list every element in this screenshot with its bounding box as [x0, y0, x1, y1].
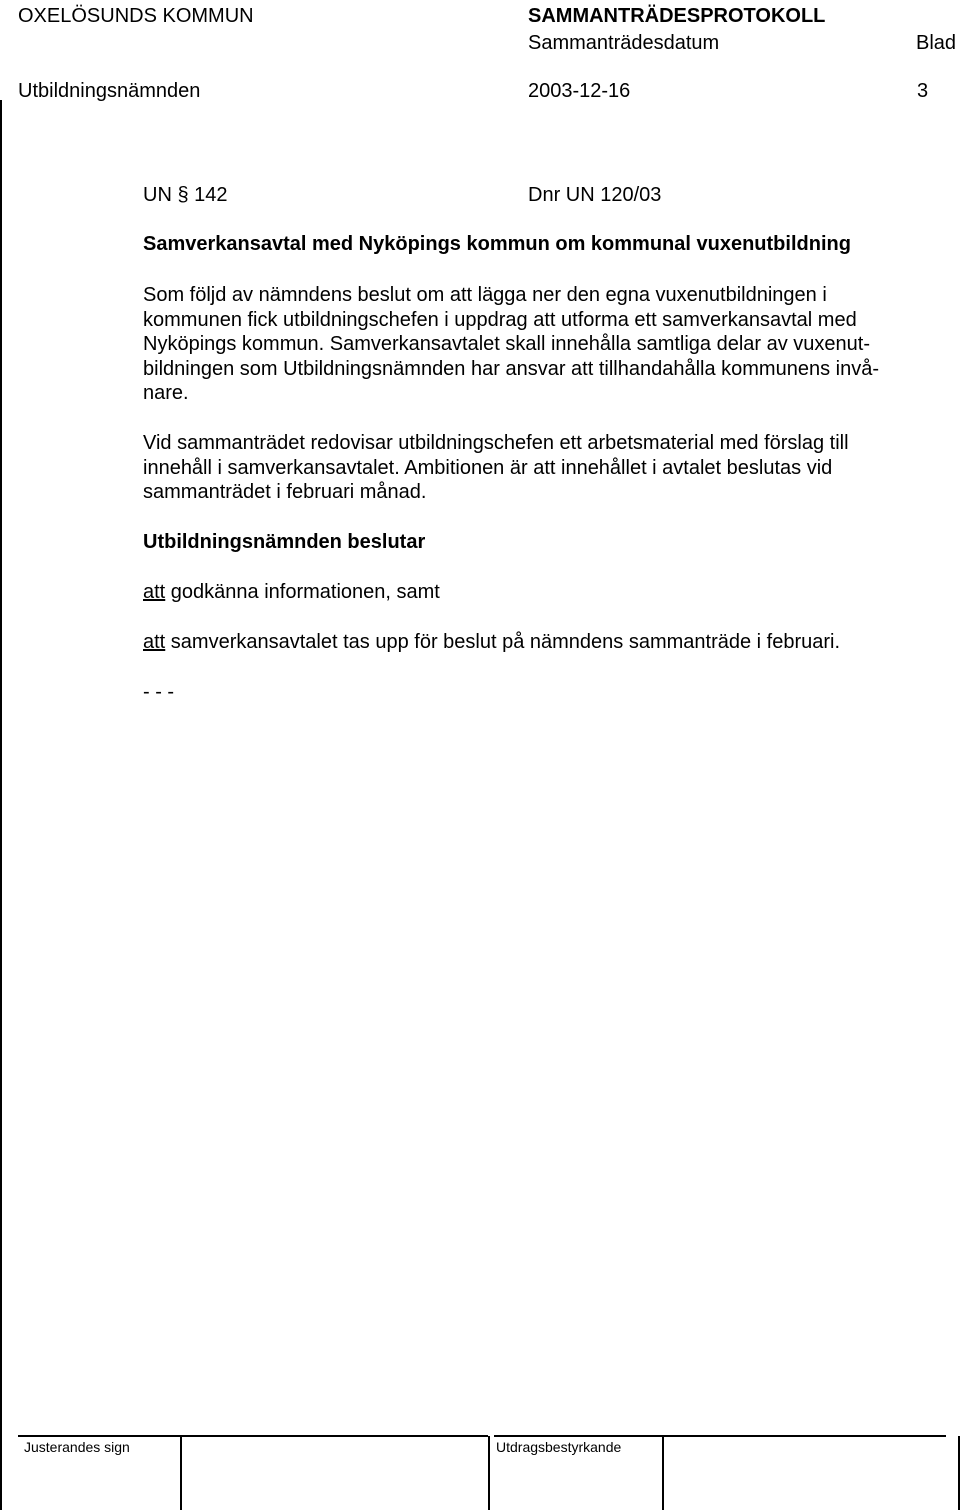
paragraph-line: Vid sammanträdet redovisar utbildningschefen ett arbetsmaterial med förslag till [143, 432, 849, 454]
decision-prefix: att [143, 581, 166, 603]
meeting-date-label: Sammanträdesdatum [528, 32, 720, 54]
signature-box-divider [662, 1436, 664, 1510]
decision-text: samverkansavtalet tas upp för beslut på nämndens sammanträde i februari. [165, 631, 841, 653]
extract-certification-label: Utdragsbestyrkande [496, 1439, 622, 1455]
municipality-name: OXELÖSUNDS KOMMUN [18, 5, 254, 27]
paragraph-meeting [143, 431, 938, 505]
sheet-label: Blad [916, 32, 957, 54]
left-margin-rule [0, 100, 2, 1510]
diary-number: Dnr UN 120/03 [528, 184, 662, 206]
decision-text: godkänna informationen, samt [165, 581, 440, 603]
paragraph-line: Som följd av nämndens beslut om att lägga ner den egna vuxenutbildningen i [143, 284, 827, 306]
paragraph-background [143, 283, 938, 406]
paragraph-line: innehåll i samverkansavtalet. Ambitionen är att innehållet i avtalet beslutas vid [143, 456, 833, 479]
paragraph-line: Nyköpings kommun. Samverkansavtalet skall innehålla samtliga delar av vuxenut- [143, 333, 871, 355]
page-number: 3 [917, 80, 929, 102]
signature-box-divider [488, 1436, 490, 1510]
committee-name: Utbildningsnämnden [18, 80, 201, 102]
paragraph-line: kommunen fick utbildningschefen i uppdrag att utforma ett samverkansavtal med [143, 308, 857, 331]
decision-heading: Utbildningsnämnden beslutar [143, 531, 426, 553]
decision-item [143, 580, 440, 604]
signature-box-divider [180, 1436, 182, 1510]
decision-item [143, 630, 840, 654]
paragraph-line: sammanträdet i februari månad. [143, 481, 427, 503]
document-type: SAMMANTRÄDESPROTOKOLL [528, 5, 826, 27]
footer-rule-right [494, 1435, 946, 1437]
paragraph-line: nare. [143, 382, 189, 404]
footer-rule-left [18, 1435, 488, 1437]
case-number: UN § 142 [143, 184, 228, 206]
decision-prefix: att [143, 631, 166, 653]
meeting-date: 2003-12-16 [528, 80, 631, 102]
adjuster-signature-label: Justerandes sign [24, 1439, 130, 1455]
end-marker: - - - [143, 681, 175, 703]
case-heading: Samverkansavtal med Nyköpings kommun om kommunal vuxenutbildning [143, 233, 851, 255]
paragraph-line: bildningen som Utbildningsnämnden har ansvar att tillhandahålla kommunens invå- [143, 357, 879, 380]
